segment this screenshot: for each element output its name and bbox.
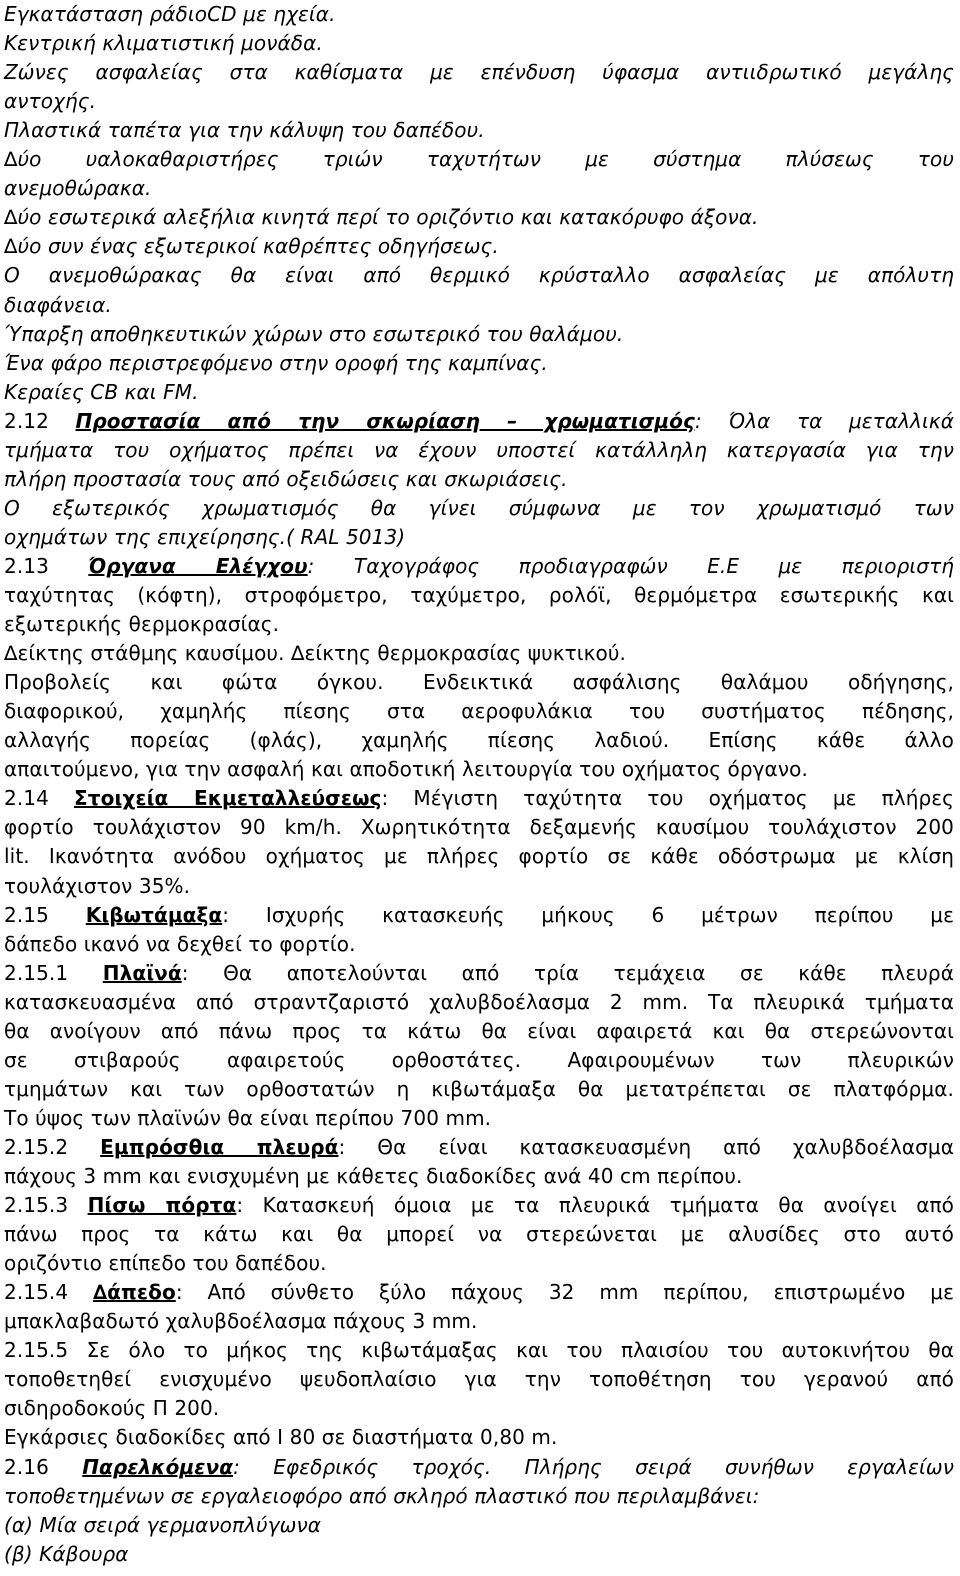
line-text: θα ανοίγουν από πάνω προς τα κάτω θα είναι αφαιρετά και θα στερεώνονται xyxy=(4,1018,954,1043)
line-text: οχημάτων της επιχείρησης.( RAL 5013) xyxy=(4,524,406,549)
text-line xyxy=(4,1220,954,1249)
text-line xyxy=(4,1046,954,1075)
text-line xyxy=(4,523,405,552)
line-text: διαφορικού, χαμηλής πίεσης στα αεροφυλάκια του συστήματος πέδησης, xyxy=(4,699,954,724)
text-line xyxy=(4,232,499,261)
line-text: μπακλαβαδωτό χαλυβδοέλασμα πάχους 3 mm. xyxy=(4,1309,478,1334)
line-text: Ένα φάρο περιστρεφόμενο στην οροφή της καμπίνας. xyxy=(4,350,548,375)
line-text: (β) Κάβουρα xyxy=(4,1541,129,1566)
text-line xyxy=(4,697,954,726)
line-text: Εγκάρσιες διαδοκίδες από I 80 σε διαστήματα 0,80 m. xyxy=(4,1425,558,1450)
line-text: Πλαστικά ταπέτα για την κάλυψη του δαπέδου. xyxy=(4,118,485,143)
text-line xyxy=(4,494,954,523)
text-line xyxy=(4,1133,954,1162)
text-line xyxy=(4,1482,759,1511)
line-text: : Εφεδρικός τροχός. Πλήρης σειρά συνήθων εργαλείων xyxy=(233,1454,955,1479)
line-text: Κεραίες CB και FM. xyxy=(4,379,199,404)
line-text: κατασκευασμένα από στραντζαριστό χαλυβδοέλασμα 2 mm. Τα πλευρικά τμήματα xyxy=(4,989,954,1014)
text-line xyxy=(4,959,954,988)
text-line xyxy=(4,1249,327,1278)
line-text: Το ύψος των πλαϊνών θα είναι περίπου 700 mm. xyxy=(4,1105,492,1130)
line-text: αντοχής. xyxy=(4,89,97,114)
text-line xyxy=(4,407,954,436)
text-line xyxy=(4,378,199,407)
line-text: : Θα αποτελούνται από τρία τεμάχεια σε κάθε πλευρά xyxy=(181,960,955,985)
line-text: lit. Ικανότητα ανόδου οχήματος με πλήρες φορτίο σε κάθε οδόστρωμα με κλίση xyxy=(4,844,954,869)
text-line xyxy=(4,726,954,755)
text-line xyxy=(4,988,954,1017)
line-text: ∆είκτης στάθμης καυσίμου. ∆είκτης θερμοκρασίας ψυκτικού. xyxy=(4,641,626,666)
text-line xyxy=(4,1394,219,1423)
line-text: Εγκατάσταση ράδιοCD με ηχεία. xyxy=(4,2,336,26)
line-text: : Από σύνθετο ξύλο πάχους 32 mm περίπου, επιστρωμένο με xyxy=(175,1280,954,1305)
line-text: (α) Μία σειρά γερμανοπλύγωνα xyxy=(4,1512,322,1537)
text-line xyxy=(4,1075,954,1104)
line-text: Ζώνες ασφαλείας στα καθίσματα με επένδυση ύφασμα αντιιδρωτικό μεγάλης xyxy=(4,60,954,85)
text-line xyxy=(4,1511,321,1540)
text-line xyxy=(4,320,623,349)
text-line xyxy=(4,291,112,320)
line-text: : Ισχυρής κατασκευής μήκους 6 μέτρων περίπου με xyxy=(222,902,955,927)
text-line xyxy=(4,755,808,784)
text-line xyxy=(4,145,954,174)
text-line xyxy=(4,1453,954,1482)
text-line xyxy=(4,1336,954,1365)
line-text: πλήρη προστασία τους από οξειδώσεις και σκωριάσεις. xyxy=(4,466,568,491)
text-line xyxy=(4,872,190,901)
text-line xyxy=(4,1104,491,1133)
text-line xyxy=(4,1162,742,1191)
line-text: τμήματα του οχήματος πρέπει να έχουν υποστεί κατάλληλη κατεργασία για την xyxy=(4,437,954,462)
section-heading: Προστασία από την σκωρίαση – χρωματισμός xyxy=(75,408,695,433)
section-heading: Εμπρόσθια πλευρά xyxy=(100,1134,339,1159)
section-number: 2.14 xyxy=(4,786,74,811)
line-text: εξωτερικής θερμοκρασίας. xyxy=(4,612,280,637)
line-text: πάχους 3 mm και ενισχυμένη με κάθετες διαδοκίδες ανά 40 cm περίπου. xyxy=(4,1164,743,1188)
text-line xyxy=(4,1423,557,1452)
section-heading: ∆άπεδο xyxy=(93,1280,176,1305)
section-heading: Πλαϊνά xyxy=(102,960,182,985)
text-line xyxy=(4,1540,129,1569)
text-line xyxy=(4,174,152,203)
line-text: αλλαγής πορείας (φλάς), χαμηλής πίεσης λαδιού. Επίσης κάθε άλλο xyxy=(4,728,954,753)
line-text: ∆ύο υαλοκαθαριστήρες τριών ταχυτήτων με σύστημα πλύσεως του xyxy=(4,147,954,172)
text-line xyxy=(4,610,279,639)
text-line xyxy=(4,261,954,290)
text-line xyxy=(4,58,954,87)
text-line xyxy=(4,842,954,871)
section-number: 2.15 xyxy=(4,902,86,927)
line-text: οριζόντιο επίπεδο του δαπέδου. xyxy=(4,1251,327,1276)
text-line xyxy=(4,349,548,378)
text-line xyxy=(4,1017,954,1046)
section-heading: Παρελκόμενα xyxy=(82,1454,234,1479)
section-number: 2.13 xyxy=(4,553,89,578)
text-line xyxy=(4,813,954,842)
text-line xyxy=(4,87,96,116)
text-line xyxy=(4,581,954,610)
text-line xyxy=(4,1307,477,1336)
line-text: : Μέγιστη ταχύτητα του οχήματος με πλήρες xyxy=(381,786,955,811)
section-heading: Πίσω πόρτα xyxy=(87,1193,237,1218)
text-line xyxy=(4,901,954,930)
line-text: : Όλα τα μεταλλικά xyxy=(694,408,955,433)
text-line xyxy=(4,930,356,959)
line-text: Ο ανεμοθώρακας θα είναι από θερμικό κρύσταλλο ασφαλείας με απόλυτη xyxy=(4,263,954,288)
section-number: 2.15.3 xyxy=(4,1193,88,1218)
section-number: 2.16 xyxy=(4,1454,83,1479)
section-number: 2.12 xyxy=(4,408,76,433)
text-line xyxy=(4,29,323,58)
text-line xyxy=(4,203,758,232)
line-text: Κεντρική κλιματιστική μονάδα. xyxy=(4,31,323,56)
line-text: σε στιβαρούς αφαιρετούς ορθοστάτες. Αφαιρουμένων των πλευρικών xyxy=(4,1047,954,1072)
line-text: Σε όλο το μήκος της κιβωτάμαξας και του πλαισίου του αυτοκινήτου θα xyxy=(86,1338,955,1363)
line-text: πάνω προς τα κάτω και θα μπορεί να στερεώνεται με αλυσίδες στο αυτό xyxy=(4,1222,954,1247)
section-number: 2.15.1 xyxy=(4,960,103,985)
line-text: τμημάτων και των ορθοστατών η κιβωτάμαξα θα μετατρέπεται σε πλατφόρμα. xyxy=(4,1076,954,1101)
text-line xyxy=(4,116,485,145)
text-line xyxy=(4,1278,954,1307)
line-text: τοποθετημένων σε εργαλειοφόρο από σκληρό πλαστικό που περιλαμβάνει: xyxy=(4,1483,760,1508)
section-heading: Κιβωτάμαξα xyxy=(85,902,223,927)
line-text: : Ταχογράφος προδιαγραφών Ε.Ε με περιοριστή xyxy=(307,553,954,578)
line-text: σιδηροδοκούς Π 200. xyxy=(4,1396,220,1421)
text-line xyxy=(4,1365,954,1394)
text-line xyxy=(4,668,954,697)
text-line xyxy=(4,436,954,465)
section-heading: Όργανα Ελέγχου xyxy=(88,553,308,578)
text-line xyxy=(4,639,626,668)
line-text: δάπεδο ικανό να δεχθεί το φορτίο. xyxy=(4,931,356,956)
line-text: ∆ύο εσωτερικά αλεξήλια κινητά περί το οριζόντιο και κατακόρυφο άξονα. xyxy=(4,205,759,230)
line-text: ∆ύο συν ένας εξωτερικοί καθρέπτες οδηγήσεως. xyxy=(4,234,499,259)
section-number: 2.15.2 xyxy=(4,1134,101,1159)
line-text: διαφάνεια. xyxy=(4,292,112,317)
text-line xyxy=(4,465,568,494)
text-line xyxy=(4,0,336,29)
line-text: : Θα είναι κατασκευασμένη από χαλυβδοέλασμα xyxy=(338,1134,954,1159)
section-heading: Στοιχεία Εκμεταλλεύσεως xyxy=(74,786,382,811)
line-text: φορτίο τουλάχιστον 90 km/h. Χωρητικότητα δεξαμενής καυσίμου τουλάχιστον 200 xyxy=(4,815,954,840)
section-number: 2.15.4 xyxy=(4,1280,94,1305)
text-line xyxy=(4,784,954,813)
line-text: Προβολείς και φώτα όγκου. Ενδεικτικά ασφάλισης θαλάμου οδήγησης, xyxy=(4,670,954,695)
line-text: Ο εξωτερικός χρωματισμός θα γίνει σύμφωνα με τον χρωματισμό των xyxy=(4,495,954,520)
line-text: : Κατασκευή όμοια με τα πλευρικά τμήματα θα ανοίγει από xyxy=(236,1193,954,1218)
section-number: 2.15.5 xyxy=(4,1338,87,1363)
line-text: τουλάχιστον 35%. xyxy=(4,873,191,898)
text-line xyxy=(4,1191,954,1220)
line-text: ανεμοθώρακα. xyxy=(4,176,152,201)
line-text: ταχύτητας (κόφτη), στροφόμετρο, ταχύμετρο, ρολόϊ, θερμόμετρα εσωτερικής και xyxy=(4,583,954,607)
line-text: απαιτούμενο, για την ασφαλή και αποδοτική λειτουργία του οχήματος όργανο. xyxy=(4,757,808,782)
text-line xyxy=(4,552,954,581)
line-text: τοποθετηθεί ενισχυμένο ψευδοπλαίσιο για την τοποθέτηση του γερανού από xyxy=(4,1367,954,1392)
line-text: Ύπαρξη αποθηκευτικών χώρων στο εσωτερικό του θαλάμου. xyxy=(4,321,624,346)
